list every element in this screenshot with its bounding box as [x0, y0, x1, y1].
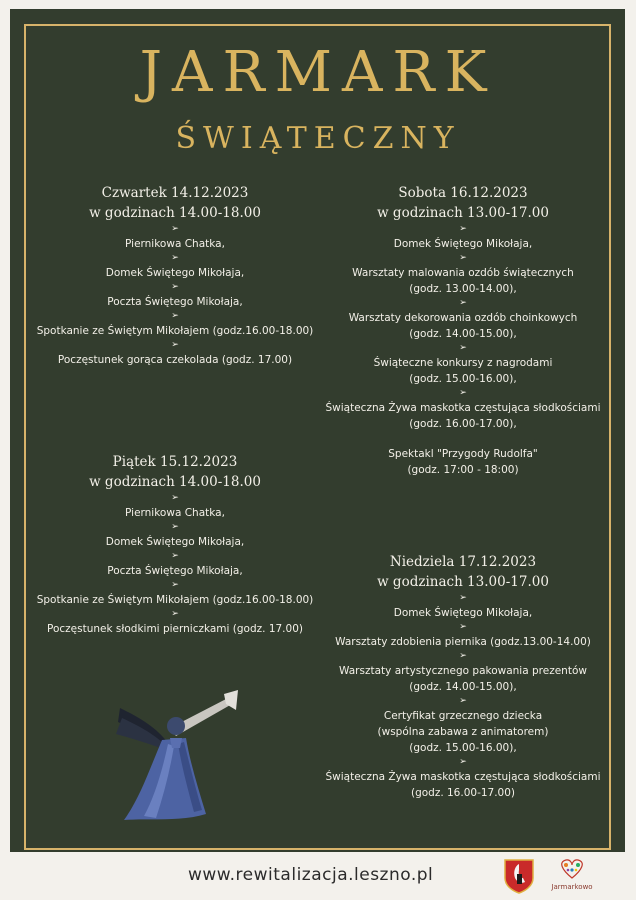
arrow-bullet-icon: ➢ — [459, 388, 467, 398]
event-item: Świąteczne konkursy z nagrodami — [373, 357, 553, 369]
event-list — [25, 223, 325, 368]
event-list — [313, 223, 613, 432]
event-item: Poczęstunek gorąca czekolada (godz. 17.00) — [57, 354, 293, 366]
event-list — [313, 592, 613, 801]
event-item: Poczęstunek słodkimi pierniczkami (godz. 17.00) — [47, 623, 303, 635]
arrow-bullet-icon: ➢ — [171, 282, 179, 292]
event-item-detail: (wspólna zabawa z animatorem) — [377, 726, 549, 738]
arrow-bullet-icon: ➢ — [459, 622, 467, 632]
event-item: Świąteczna Żywa maskotka częstująca słodkościami — [325, 771, 601, 783]
footer-url[interactable]: www.rewitalizacja.leszno.pl — [188, 865, 434, 885]
event-item-detail: (godz. 16.00-17.00) — [410, 787, 516, 799]
schedule-thursday — [25, 183, 325, 368]
day-heading: Sobota 16.12.2023 — [398, 185, 528, 201]
event-item-detail: (godz. 15.00-16.00), — [409, 373, 517, 385]
day-heading: Piątek 15.12.2023 — [112, 454, 238, 470]
event-item: Warsztaty zdobienia piernika (godz.13.00-14.00) — [335, 636, 591, 648]
event-item: Spotkanie ze Świętym Mikołajem (godz.16.00-18.00) — [36, 325, 314, 337]
event-extra-time: (godz. 17:00 - 18:00) — [407, 464, 519, 476]
poster-title: JARMARK — [139, 40, 497, 105]
event-extra-title: Spektakl "Przygody Rudolfa" — [388, 448, 538, 460]
event-item-detail: (godz. 14.00-15.00), — [409, 328, 517, 340]
event-item: Poczta Świętego Mikołaja, — [107, 565, 243, 577]
day-hours: w godzinach 13.00-17.00 — [377, 205, 549, 221]
day-hours: w godzinach 14.00-18.00 — [89, 205, 261, 221]
arrow-bullet-icon: ➢ — [171, 493, 179, 503]
arrow-bullet-icon: ➢ — [459, 757, 467, 767]
event-item: Piernikowa Chatka, — [125, 507, 225, 519]
day-heading: Niedziela 17.12.2023 — [389, 554, 537, 570]
event-item: Warsztaty malowania ozdób świątecznych — [352, 267, 574, 279]
event-item: Certyfikat grzecznego dziecka — [383, 710, 543, 722]
event-item-detail: (godz. 16.00-17.00), — [409, 418, 517, 430]
event-extra — [313, 446, 613, 478]
leszno-coat-of-arms-icon — [503, 858, 535, 894]
event-item: Poczta Świętego Mikołaja, — [107, 296, 243, 308]
event-item: Domek Świętego Mikołaja, — [105, 536, 245, 548]
event-item: Warsztaty artystycznego pakowania prezentów — [339, 665, 587, 677]
arrow-bullet-icon: ➢ — [171, 609, 179, 619]
event-list — [25, 492, 325, 637]
schedule-friday — [25, 452, 325, 637]
event-item: Spotkanie ze Świętym Mikołajem (godz.16.00-18.00) — [36, 594, 314, 606]
arrow-bullet-icon: ➢ — [459, 298, 467, 308]
arrow-bullet-icon: ➢ — [171, 522, 179, 532]
event-item: Świąteczna Żywa maskotka częstująca słodkościami — [325, 402, 601, 414]
arrow-bullet-icon: ➢ — [171, 253, 179, 263]
arrow-bullet-icon: ➢ — [459, 593, 467, 603]
day-hours: w godzinach 14.00-18.00 — [89, 474, 261, 490]
event-item: Domek Świętego Mikołaja, — [105, 267, 245, 279]
poster-subtitle: ŚWIĄTECZNY — [175, 121, 461, 156]
day-hours: w godzinach 13.00-17.00 — [377, 574, 549, 590]
arrow-bullet-icon: ➢ — [171, 340, 179, 350]
jarmarkowo-logo-text: Jarmarkowo — [551, 883, 593, 891]
event-item: Piernikowa Chatka, — [125, 238, 225, 250]
event-item: Domek Świętego Mikołaja, — [393, 238, 533, 250]
event-item-detail: (godz. 14.00-15.00), — [409, 681, 517, 693]
arrow-bullet-icon: ➢ — [459, 343, 467, 353]
event-item: Domek Świętego Mikołaja, — [393, 607, 533, 619]
arrow-bullet-icon: ➢ — [459, 224, 467, 234]
arrow-bullet-icon: ➢ — [459, 651, 467, 661]
event-item-detail: (godz. 13.00-14.00), — [409, 283, 517, 295]
arrow-bullet-icon: ➢ — [171, 551, 179, 561]
schedule-sunday — [313, 552, 613, 801]
arrow-bullet-icon: ➢ — [171, 580, 179, 590]
event-item-detail: (godz. 15.00-16.00), — [409, 742, 517, 754]
angel-trumpet-illustration — [110, 688, 240, 828]
arrow-bullet-icon: ➢ — [459, 696, 467, 706]
arrow-bullet-icon: ➢ — [171, 311, 179, 321]
day-heading: Czwartek 14.12.2023 — [101, 185, 249, 201]
arrow-bullet-icon: ➢ — [459, 253, 467, 263]
event-item: Warsztaty dekorowania ozdób choinkowych — [348, 312, 578, 324]
schedule-saturday — [313, 183, 613, 478]
arrow-bullet-icon: ➢ — [171, 224, 179, 234]
